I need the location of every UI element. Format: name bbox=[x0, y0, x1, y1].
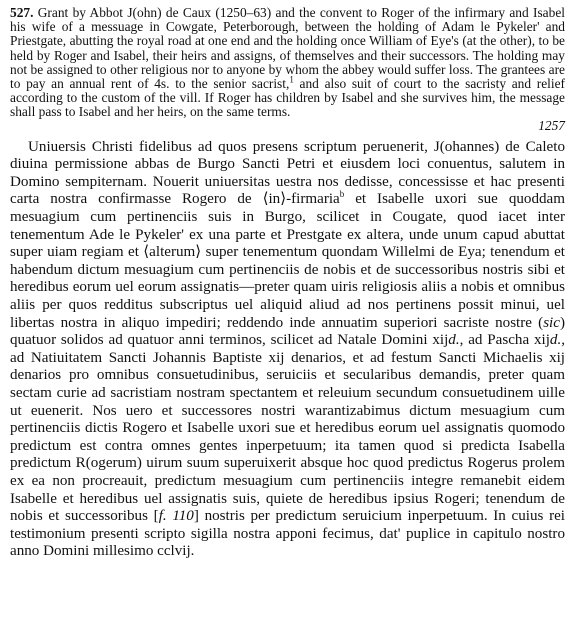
denarius-abbrev-1: d. bbox=[448, 332, 460, 349]
charter-part-4: , ad Pascha xij bbox=[459, 332, 550, 349]
charter-text bbox=[10, 139, 565, 561]
charter-part-2: et Isabelle uxori sue quoddam mesuagium cum pertinenciis suis in Burgo, scilicet in Cougate, quod iacet inter tenementum Ade le Pykeler' ex una parte et Prestgate ex altera, unde unum capud abuttat super uiam regiam et ⟨alterum⟩ super tenementum quondam Willelmi de Eya; tenendum et habendum dictum mesuagium cum pertinenciis de nobis et de successoribus nostris sibi et heredibus eorum uel eorum assignatis—preter quam uiris religiosis aliis a nobis et omnibus aliis per quos redditus subscriptus uel aliquid aliud ad nos pertinens possit minui, uel libertas nostra in aliquo impediri; reddendo inde annuatim superiori sacriste nostre ( bbox=[10, 191, 565, 331]
entry-number: 527. bbox=[10, 5, 34, 20]
entry-date: 1257 bbox=[538, 117, 565, 133]
footnote-ref-b: b bbox=[339, 189, 345, 200]
denarius-abbrev-2: d. bbox=[549, 332, 562, 349]
summary-text-1: Grant by Abbot J(ohn) de Caux (1250–63) and the convent to Roger of the infirmary and Isabel his wife of a messuage in Cowgate, Peterborough, between the holding of Adam le Pykeler' and Priestgate, abutting the royal road at one end and the holding once William of Eye's (at the other), to be held by Roger and Isabel, their heirs and assigns, of themselves and their successors. The holding may not be assigned to other religious nor to anyone by whom the abbey would suffer loss. The grantees are to pay an annual rent of 4s. to the senior sacrist, bbox=[10, 5, 565, 92]
charter-part-3: ) quatuor solidos ad quatuor anni terminos, scilicet ad Natale Domini xij bbox=[10, 314, 565, 349]
charter-part-1: Uniuersis Christi fidelibus ad quos presens scriptum peruenerit, J(ohannes) de Caleto diuina permissione abbas de Burgo Sancti Petri et eiusdem loci conuentus, salutem in Domino sempiternam. Nouerit uniuersitas uestra nos dedisse, concessisse et hac presenti carta nostra confirmasse Rogero de ⟨in⟩-firmaria bbox=[10, 138, 565, 208]
summary-text-2: and also suit of court to the sacristy and relief according to the custom of the vill. If Roger has children by Isabel and she survives him, the message shall pass to Isabel and her heirs, on the same terms. bbox=[10, 76, 565, 120]
charter-part-6: ] nostris per predictum seruicium inperpetuum. In cuius rei testimonium presenti scripto sigilla nostra apponi fecimus, dat' puplice in capitulo nostro anno Domini millesimo cclvij. bbox=[10, 508, 565, 560]
entry-summary bbox=[10, 6, 565, 120]
sic-note: sic bbox=[543, 314, 560, 331]
footnote-ref-1: 1 bbox=[289, 74, 294, 85]
folio-reference: f. 110 bbox=[158, 508, 194, 525]
charter-part-5: , ad Natiuitatem Sancti Johannis Baptiste xij denarios, et ad festum Sancti Michaelis xij denarios pro omnibus consuetudinibus, seruiciis et secularibus demandis, preter quam sectam curie ad sacristiam nostram spectantem et releuium secundum consuetudinem uille ut euenerit. Nos uero et successores nostri warantizabimus dictum mesuagium cum pertinenciis dictis Rogero et Isabelle uxori sue et heredibus eorum uel assignatis quomodo predictum est contra omnes gentes inperpetuum; ita tamen quod si predicta Isabella predictum R(ogerum) uirum suum superuixerit absque hoc quod predictus Rogerus prolem ex ea non procreauit, predictum mesuagium cum pertinenciis integre remanebit eidem Isabelle et heredibus uel assignatis suis, quiete de heredibus ipsius Rogeri; tenendum de nobis et successoribus [ bbox=[10, 332, 566, 525]
